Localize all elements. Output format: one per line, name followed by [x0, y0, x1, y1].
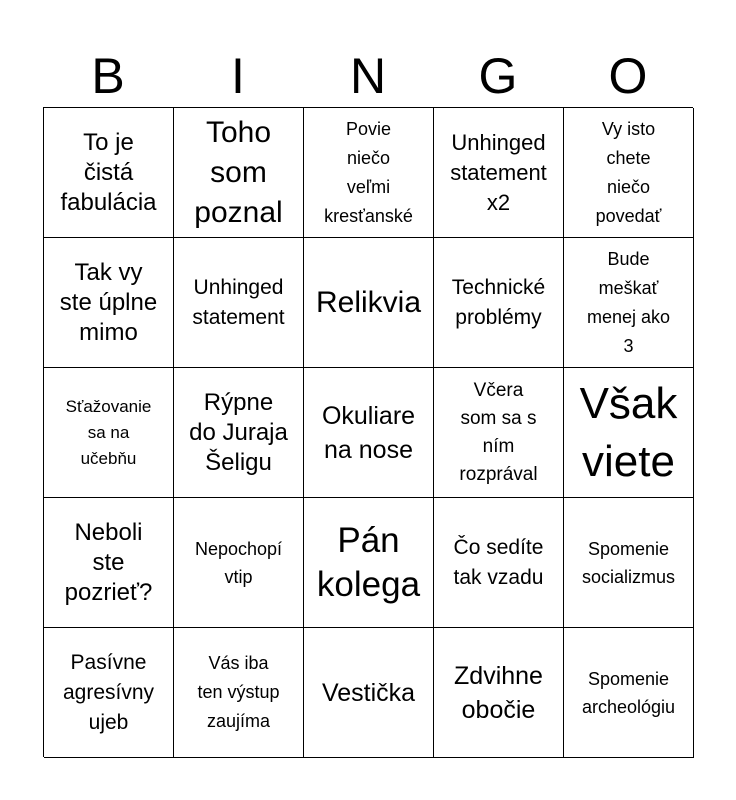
cell-text: Unhinged statement [192, 275, 285, 329]
cell-text: Unhinged statement x2 [450, 129, 547, 215]
header-letter-o: O [608, 48, 648, 104]
cell-text: Spomenie archeológiu [581, 668, 676, 717]
bingo-cell[interactable] [304, 628, 434, 758]
cell-text: Pán kolega [316, 520, 421, 604]
cell-text: Včera som sa s ním rozprával [459, 379, 538, 485]
cell-text: Pasívne agresívny ujeb [62, 650, 155, 734]
cell-text: Však viete [579, 378, 678, 486]
cell-text: Neboli ste pozrieť? [64, 518, 153, 606]
bingo-cell[interactable] [174, 498, 304, 628]
cell-text: Rýpne do Juraja Šeligu [189, 388, 288, 476]
bingo-cell[interactable] [304, 368, 434, 498]
cell-text: Vy isto chete niečo povedať [595, 118, 662, 226]
cell-text: Vestička [321, 678, 416, 707]
bingo-cell[interactable] [44, 628, 174, 758]
bingo-cell[interactable] [564, 628, 694, 758]
bingo-cell[interactable] [44, 108, 174, 238]
bingo-cell[interactable] [434, 238, 564, 368]
bingo-cell[interactable] [434, 498, 564, 628]
bingo-cell[interactable] [434, 628, 564, 758]
cell-text: Čo sedíte tak vzadu [453, 535, 544, 589]
bingo-cell[interactable] [44, 498, 174, 628]
header-letter-n: N [349, 48, 387, 104]
cell-text: Toho som poznal [194, 115, 283, 229]
cell-text: Spomenie socializmus [581, 538, 676, 587]
cell-text: Technické problémy [451, 275, 546, 329]
header-letter-i: I [231, 48, 245, 104]
header-letter-b: B [91, 48, 125, 104]
bingo-cell[interactable] [304, 238, 434, 368]
bingo-cell[interactable] [564, 108, 694, 238]
bingo-cell[interactable] [434, 108, 564, 238]
bingo-cell[interactable] [434, 368, 564, 498]
bingo-cell[interactable] [564, 238, 694, 368]
cell-text: Nepochopí vtip [194, 538, 283, 587]
bingo-cell[interactable] [44, 368, 174, 498]
cell-text: To je čistá fabulácia [60, 128, 157, 216]
bingo-cell[interactable] [304, 108, 434, 238]
bingo-cell[interactable] [44, 238, 174, 368]
cell-text: Bude meškať menej ako 3 [586, 248, 671, 356]
cell-text: Okuliare na nose [321, 401, 416, 464]
cell-text: Zdvihne obočie [454, 661, 543, 724]
cell-text: Sťažovanie sa na učebňu [65, 396, 152, 468]
bingo-cell[interactable] [174, 108, 304, 238]
cell-text: Povie niečo veľmi kresťanské [324, 118, 413, 226]
bingo-cell[interactable] [564, 498, 694, 628]
cell-text: Tak vy ste úplne mimo [59, 258, 158, 346]
bingo-cell[interactable] [174, 368, 304, 498]
bingo-cell[interactable] [304, 498, 434, 628]
bingo-header [43, 42, 693, 108]
bingo-cell[interactable] [174, 238, 304, 368]
bingo-cell[interactable] [564, 368, 694, 498]
bingo-board [43, 107, 693, 757]
cell-text: Relikvia [315, 285, 422, 319]
header-letter-g: G [478, 48, 518, 104]
cell-text: Vás iba ten výstup zaujíma [197, 653, 280, 731]
bingo-cell[interactable] [174, 628, 304, 758]
